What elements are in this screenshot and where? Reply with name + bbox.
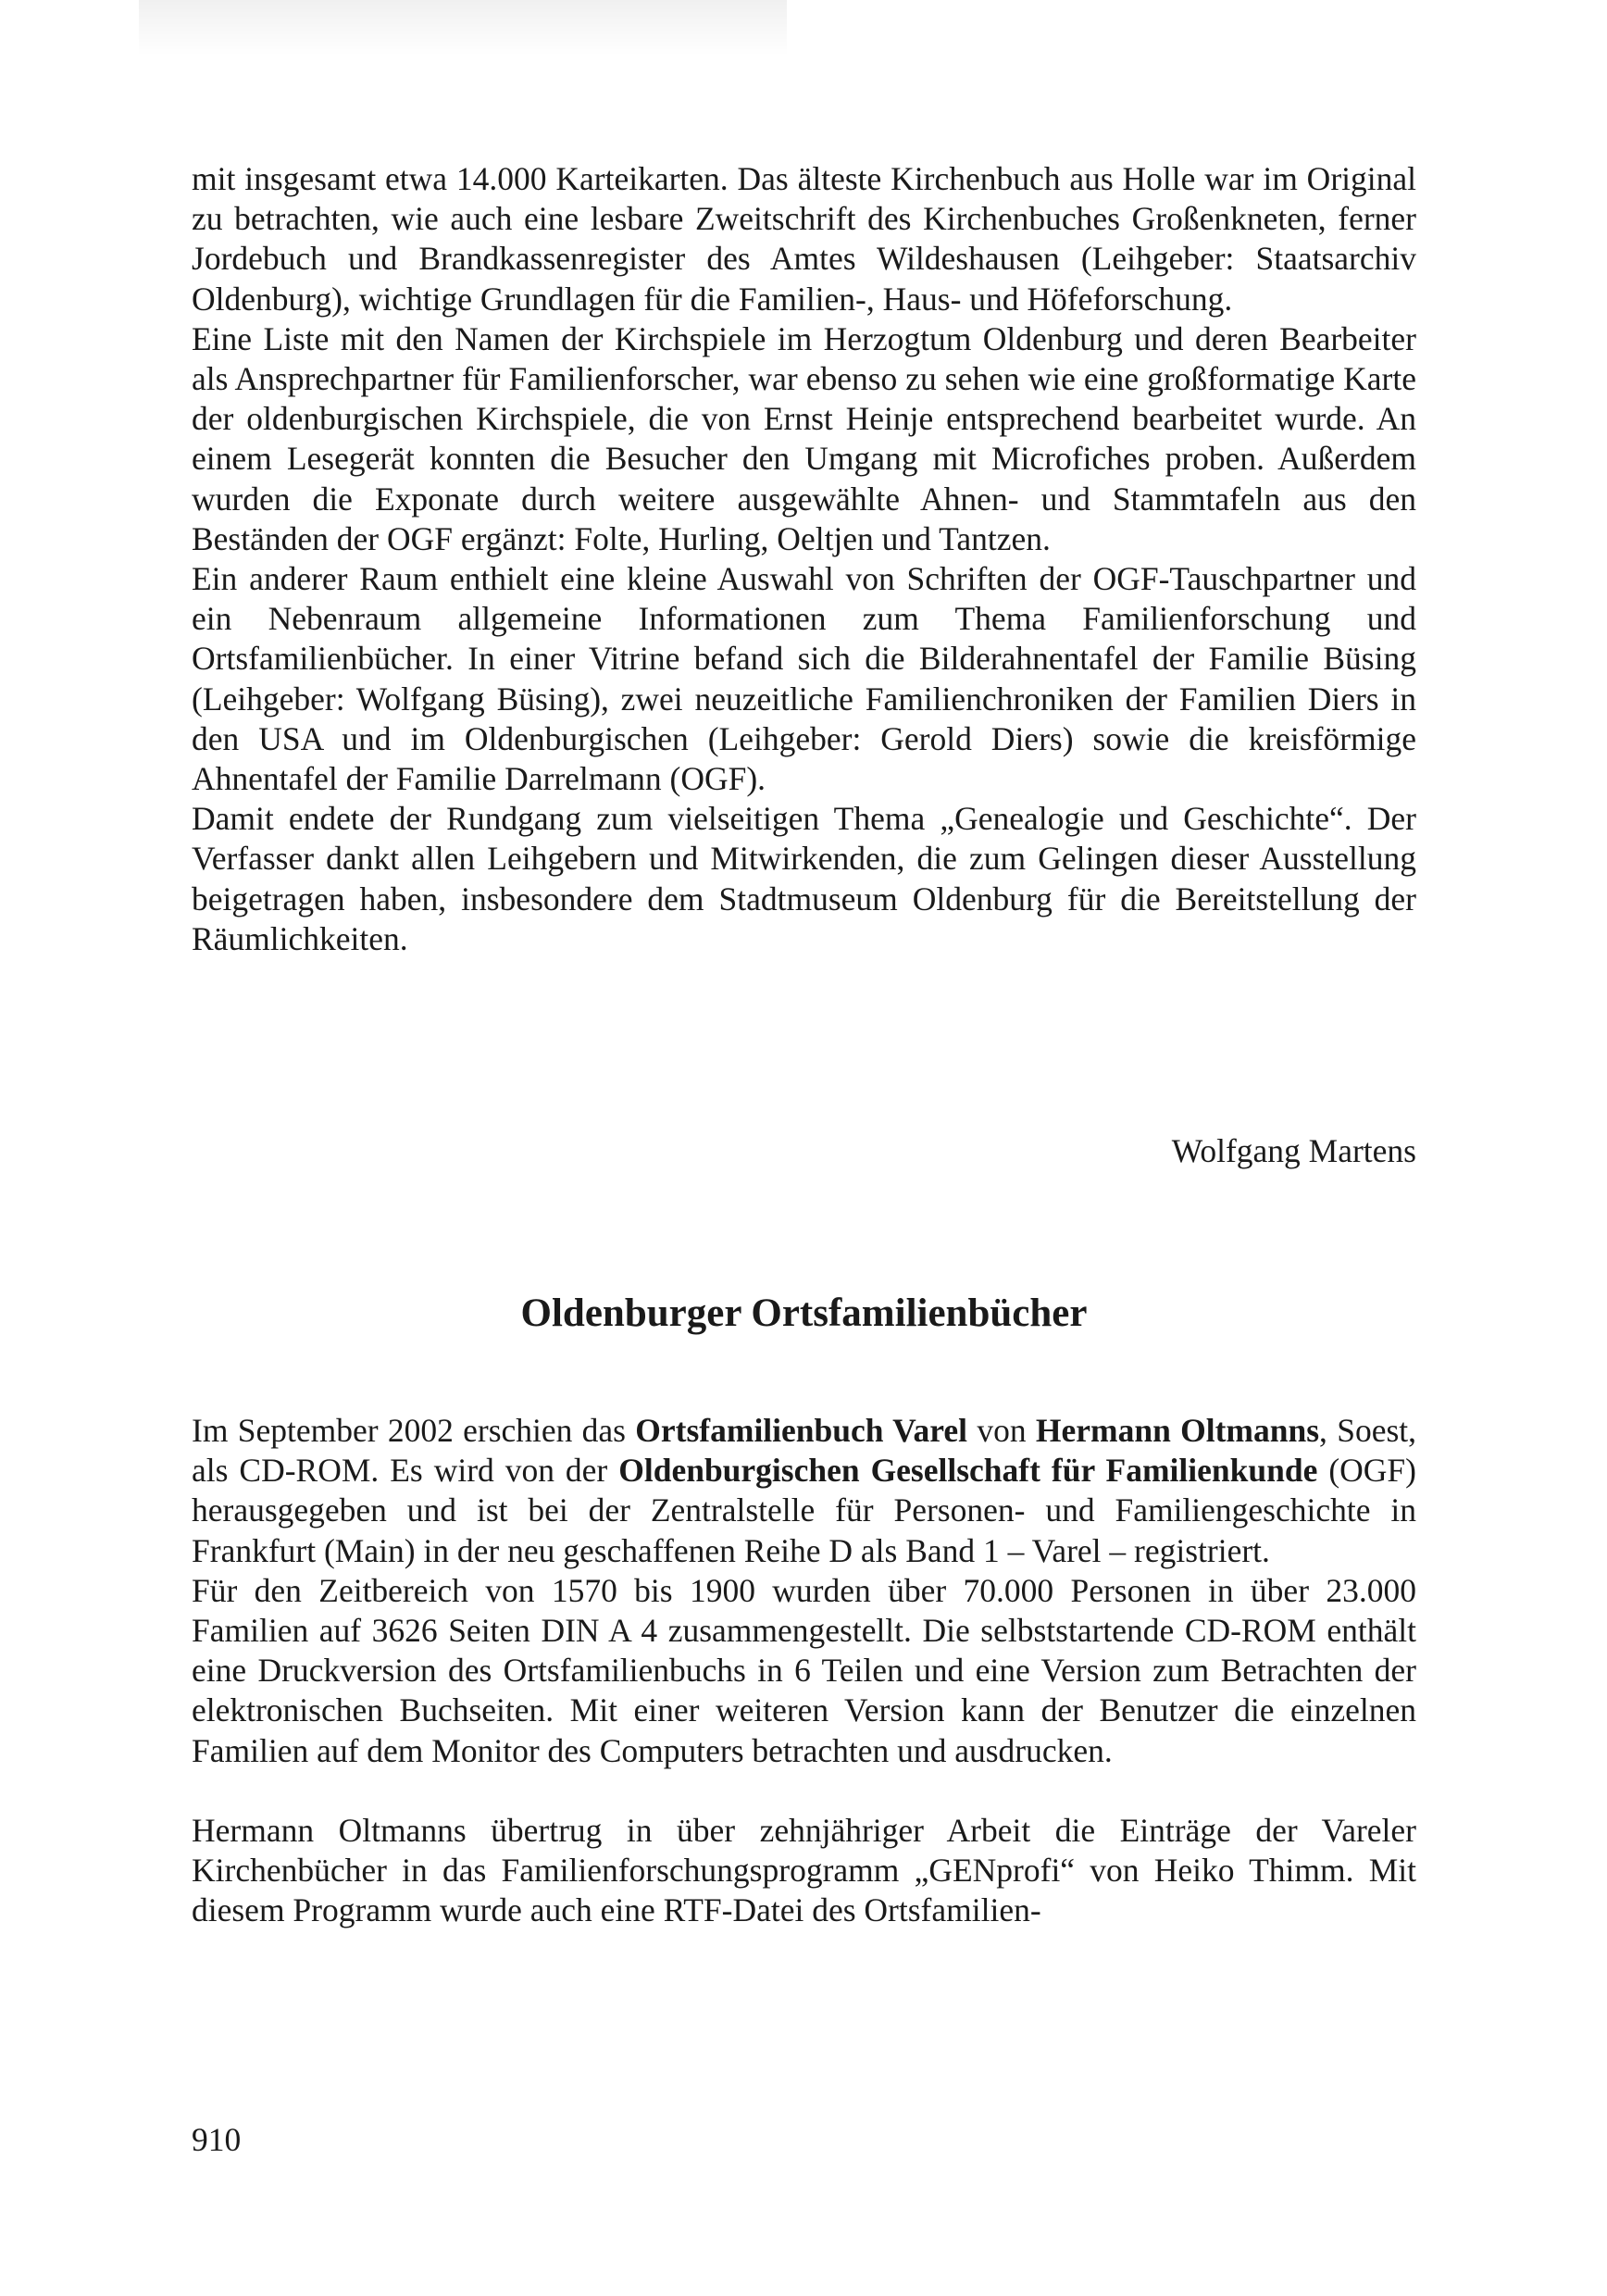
bold-text: Oldenburgischen Gesellschaft für Familienkunde [618, 1452, 1318, 1490]
paragraph: Ein anderer Raum enthielt eine kleine Auswahl von Schriften der OGF-Tauschpartner und ein Nebenraum allgemeine Informationen zum Thema Familienforschung und Ortsfamilienbücher. In einer Vitrine befand sich die Bilderahnentafel der Familie Büsing (Leihgeber: Wolfgang Büsing), zwei neuzeitliche Familienchroniken der Familien Diers in den USA und im Oldenburgischen (Leihgeber: Gerold Diers) sowie die kreisförmige Ahnentafel der Familie Darrelmann (OGF). [192, 560, 1416, 798]
bold-text: Ortsfamilienbuch Varel [635, 1412, 968, 1449]
text-run: , Soest, als CD-ROM. Es wird von der [192, 1412, 1417, 1490]
author-signature: Wolfgang Martens [1171, 1132, 1416, 1169]
paragraph: Eine Liste mit den Namen der Kirchspiele im Herzogtum Oldenburg und deren Bearbeiter als Ansprechpartner für Familienforscher, war ebenso zu sehen wie eine großformatige Karte der oldenburgischen Kirchspiele, die von Ernst Heinje entsprechend bearbeitet wurde. An einem Lesegerät konnten die Besucher den Umgang mit Microfiches proben. Außerdem wurden die Exponate durch weitere ausgewählte Ahnen- und Stammtafeln aus den Beständen der OGF ergänzt: Folte, Hurling, Oeltjen und Tantzen. [192, 319, 1416, 557]
paragraph [192, 1411, 1416, 1571]
text-run: von [967, 1412, 1036, 1449]
scan-shadow [139, 0, 787, 56]
text-run: Im September 2002 erschien das [192, 1412, 636, 1449]
paragraph: Damit endete der Rundgang zum vielseitigen Thema „Genealogie und Geschichte“. Der Verfasser dankt allen Leihgebern und Mitwirkenden, die zum Gelingen dieser Ausstellung beigetragen haben, insbesondere dem Stadtmuseum Oldenburg für die Bereitstellung der Räumlichkeiten. [192, 800, 1416, 957]
article-continuation [192, 159, 1416, 959]
bold-text: Hermann Oltmanns [1035, 1412, 1320, 1449]
paragraph: Hermann Oltmanns übertrug in über zehnjähriger Arbeit die Einträge der Vareler Kirchenbücher in das Familienforschungsprogramm „GENprofi“ von Heiko Thimm. Mit diesem Programm wurde auch eine RTF-Datei des Ortsfamilien- [192, 1811, 1416, 1929]
article-body [192, 1411, 1416, 1930]
paragraph: Für den Zeitbereich von 1570 bis 1900 wurden über 70.000 Personen in über 23.000 Familien auf 3626 Seiten DIN A 4 zusammengestellt. Die selbststartende CD-ROM enthält eine Druckversion des Ortsfamilienbuchs in 6 Teilen und eine Version zum Betrachten der elektronischen Buchseiten. Mit einer weiteren Version kann der Benutzer die einzelnen Familien auf dem Monitor des Computers betrachten und ausdrucken. [192, 1571, 1416, 1769]
text-run: (OGF) herausgegeben und ist bei der Zentralstelle für Personen- und Familiengeschichte in Frankfurt (Main) in der neu geschaffenen Reihe D als Band 1 – Varel – registriert. [192, 1452, 1416, 1569]
section-title: Oldenburger Ortsfamilienbücher [520, 1292, 1088, 1335]
paragraph: mit insgesamt etwa 14.000 Karteikarten. Das älteste Kirchenbuch aus Holle war im Original zu betrachten, wie auch eine lesbare Zweitschrift des Kirchenbuches Großenkneten, ferner Jordebuch und Brandkassenregister des Amtes Wildeshausen (Leihgeber: Staatsarchiv Oldenburg), wichtige Grundlagen für die Familien-, Haus- und Höfeforschung. [192, 160, 1416, 318]
page-number: 910 [192, 2121, 242, 2158]
